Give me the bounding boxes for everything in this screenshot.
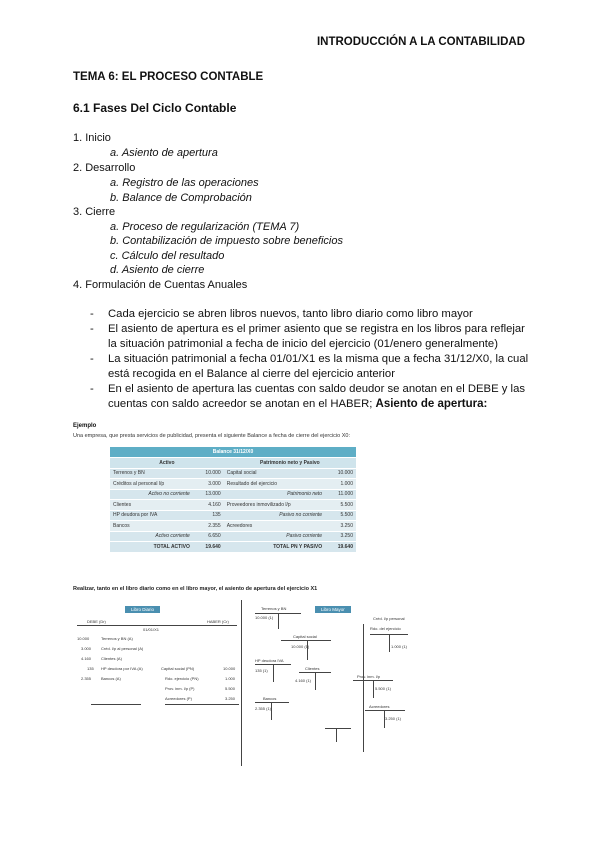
entry-amount: 10.000 — [77, 636, 90, 641]
credit-account: Prov. inm. l/p (P) — [165, 686, 195, 691]
phase-3-sub-d: d. Asiento de cierre — [110, 264, 205, 276]
phase-1: 1. Inicio — [73, 132, 111, 144]
phase-3-sub-a: a. Proceso de regularización (TEMA 7) — [110, 221, 300, 233]
mayor-amount: 2.355 (1) — [255, 706, 272, 711]
table-row: Créditos al personal l/p 3.000 Resultado del ejercicio 1.000 — [110, 479, 356, 490]
entry-amount: 3.000 — [81, 646, 92, 651]
mayor-amount: 4.160 (1) — [295, 678, 312, 683]
libro-mayor-badge: Libro Mayor — [315, 606, 351, 613]
total-row: TOTAL ACTIVO 19.640 TOTAL PN Y PASIVO 19.640 — [110, 542, 356, 553]
balance-title: Balance 31/12/X0 — [110, 447, 356, 458]
phase-3-sub-c: c. Cálculo del resultado — [110, 250, 225, 262]
mayor-account: HP deudora IVA — [255, 658, 284, 663]
mayor-account: Rdo. del ejercicio — [370, 626, 401, 631]
entry-account: Bancos (A) — [101, 676, 121, 681]
table-row: HP deudora por IVA 135 Pasivo no corriente 5.500 — [110, 510, 356, 521]
mayor-account: Prov. inm. l/p — [357, 674, 381, 679]
libro-diario-badge: Libro Diario — [125, 606, 160, 613]
diario-top-line — [77, 625, 237, 626]
phase-2-sub-b: b. Balance de Comprobación — [110, 192, 252, 204]
entry-amount: 135 — [87, 666, 94, 671]
phase-2: 2. Desarrollo — [73, 162, 136, 174]
credit-account: Rdo. ejercicio (PN) — [165, 676, 199, 681]
entry-amount: 4.160 — [81, 656, 92, 661]
mayor-right-line — [363, 624, 364, 752]
t-account-line — [389, 634, 390, 652]
mayor-amount: 135 (1) — [255, 668, 268, 673]
mayor-account: Acreedores — [369, 704, 390, 709]
mayor-amount: 3.250 (1) — [385, 716, 402, 721]
entry-account: Terrenos y BN (A) — [101, 636, 133, 641]
phase-2-sub-a: a. Registro de las operaciones — [110, 177, 259, 189]
entry-account: Créd. l/p al personal (A) — [101, 646, 144, 651]
t-account-line — [373, 680, 374, 698]
table-row: Clientes 4.160 Proveedores inmovilizado l/p 5.500 — [110, 500, 356, 511]
t-account-line — [281, 640, 331, 641]
table-row: Activo no corriente 13.000 Patrimonio neto 11.000 — [110, 489, 356, 500]
haber-label: HABER (Cr) — [207, 619, 229, 624]
bullet-item: - Cada ejercicio se abren libros nuevos, tanto libro diario como libro mayor — [90, 308, 473, 320]
diario-sum-line — [91, 704, 141, 705]
bullet-bold-text: Asiento de apertura: — [375, 398, 488, 410]
table-row: Activo corriente 6.650 Pasivo corriente 3.250 — [110, 531, 356, 542]
example-title: Ejemplo — [73, 423, 97, 429]
example-text: Una empresa, que presta servicios de publicidad, presenta el siguiente Balance a fecha de cierre del ejercicio X0: — [73, 433, 350, 439]
credit-amount: 3.250 — [225, 696, 236, 701]
entry-account: Clientes (A) — [101, 656, 122, 661]
credit-amount: 1.000 — [225, 676, 236, 681]
credit-account: Capital social (PN) — [161, 666, 195, 671]
exercise-instruction: Realizar, tanto en el libro diario como en el libro mayor, el asiento de apertura del ejercicio X1 — [73, 586, 318, 592]
mayor-account: Clientes — [305, 666, 320, 671]
bullet-item: - El asiento de apertura es el primer asiento que se registra en los libros para reflejar la situación patrimonial a fecha de inicio del ejercicio (01/enero generalmente) — [90, 323, 525, 350]
t-account-line — [307, 640, 308, 660]
phase-4: 4. Formulación de Cuentas Anuales — [73, 279, 248, 291]
t-account-line — [271, 702, 272, 720]
mayor-account: Capital social — [293, 634, 317, 639]
t-account-line — [273, 664, 274, 682]
date-label: 01/01/X1 — [143, 627, 160, 632]
credit-amount: 10.000 — [223, 666, 236, 671]
mayor-amount: 10.000 (1) — [291, 644, 310, 649]
entry-account: HP deudora por IVA (A) — [101, 666, 143, 671]
mayor-amount: 1.000 (1) — [391, 644, 408, 649]
entry-amount: 2.355 — [81, 676, 92, 681]
mayor-account: Créd. l/p personal — [373, 616, 405, 621]
section-title: 6.1 Fases Del Ciclo Contable — [73, 101, 237, 115]
topic-title: TEMA 6: EL PROCESO CONTABLE — [73, 71, 264, 83]
bullet-item: - En el asiento de apertura las cuentas con saldo deudor se anotan en el DEBE y las cuentas con saldo acreedor se anotan en el HABER; Asiento de apertura: — [90, 383, 525, 410]
debe-label: DEBE (Dr) — [87, 619, 106, 624]
mayor-small-line — [325, 728, 351, 729]
credit-amount: 5.500 — [225, 686, 236, 691]
bullet-list — [90, 307, 530, 412]
mayor-small-line — [336, 728, 337, 742]
document-header: INTRODUCCIÓN A LA CONTABILIDAD — [316, 36, 525, 48]
t-account-line — [365, 710, 405, 711]
table-row: Terrenos y BN 10.000 Capital social 10.000 — [110, 468, 356, 479]
table-row: Bancos 2.355 Acreedores 3.250 — [110, 521, 356, 532]
mayor-amount: 5.500 (1) — [375, 686, 392, 691]
phase-3-sub-b: b. Contabilización de impuesto sobre beneficios — [110, 235, 343, 247]
ledger-diagram — [73, 600, 533, 770]
col-pasivo: Patrimonio neto y Pasivo — [224, 458, 356, 469]
balance-table — [110, 447, 356, 553]
t-account-line — [255, 702, 289, 703]
phase-3: 3. Cierre — [73, 206, 116, 218]
mayor-account: Terrenos y BN — [261, 606, 287, 611]
mayor-account: Bancos — [263, 696, 277, 701]
separator-line — [241, 600, 242, 766]
phase-1-sub-a: a. Asiento de apertura — [110, 147, 218, 159]
diario-sum-line — [165, 704, 239, 705]
bullet-item: - La situación patrimonial a fecha 01/01/X1 es la misma que a fecha 31/12/X0, la cual está recogida en el Balance al cierre del ejercicio anterior — [90, 353, 529, 380]
t-account-line — [278, 613, 279, 629]
t-account-line — [315, 672, 316, 690]
mayor-amount: 10.000 (1) — [255, 615, 274, 620]
col-activo: Activo — [110, 458, 224, 469]
credit-account: Acreedores (P) — [165, 696, 192, 701]
